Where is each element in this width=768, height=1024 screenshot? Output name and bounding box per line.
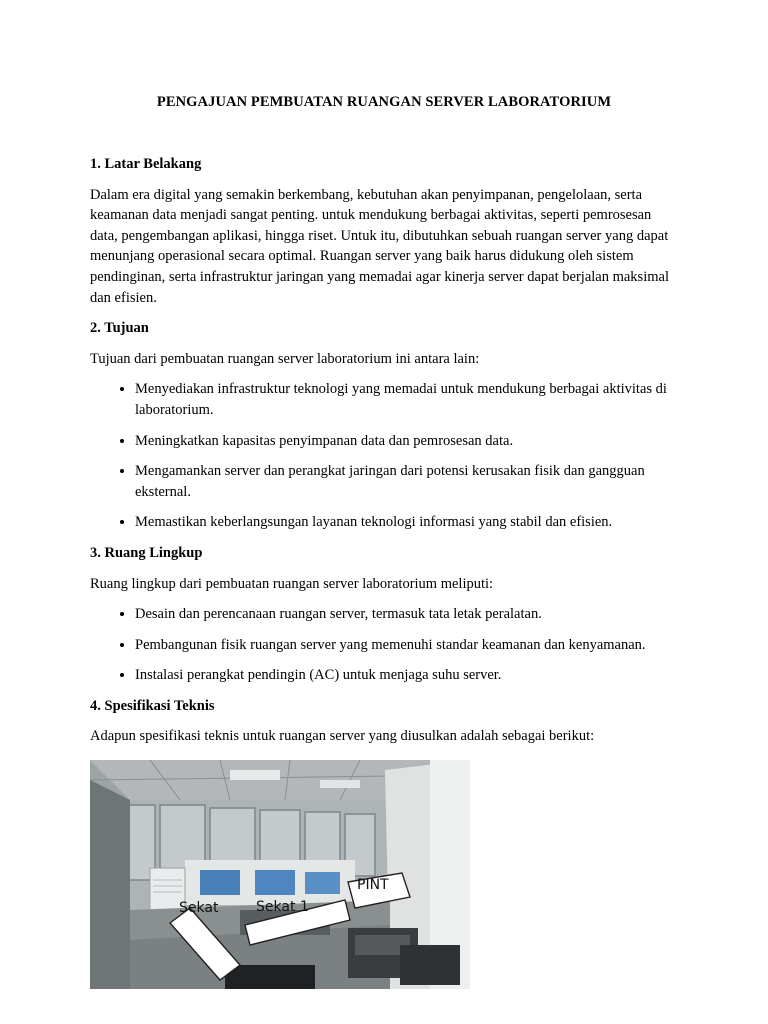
section-paragraph: Tujuan dari pembuatan ruangan server laboratorium ini antara lain: xyxy=(90,350,480,367)
document-title: PENGAJUAN PEMBUATAN RUANGAN SERVER LABORATORIUM xyxy=(156,94,612,110)
server-room-illustration xyxy=(90,760,470,989)
section-heading: 3. Ruang Lingkup xyxy=(90,544,203,561)
list-item: • Instalasi perangkat pendingin (AC) untuk menjaga suhu server. xyxy=(135,665,680,686)
photo-label-pint: PINT xyxy=(357,877,389,893)
list-item: • Pembangunan fisik ruangan server yang memenuhi standar keamanan dan kenyamanan. xyxy=(135,635,680,656)
section-spesifikasi-teknis xyxy=(90,696,680,747)
photo-label-sekat: Sekat xyxy=(179,900,219,916)
section-heading: 4. Spesifikasi Teknis xyxy=(90,697,215,714)
section-latar-belakang xyxy=(90,154,680,308)
section-paragraph: Ruang lingkup dari pembuatan ruangan server laboratorium meliputi: xyxy=(90,575,494,592)
section-paragraph: Adapun spesifikasi teknis untuk ruangan server yang diusulkan adalah sebagai berikut: xyxy=(90,728,595,745)
list-item: • Menyediakan infrastruktur teknologi yang memadai untuk mendukung berbagai aktivitas di laboratorium. xyxy=(135,379,680,420)
section-heading: 1. Latar Belakang xyxy=(90,156,202,172)
list-item: • Memastikan keberlangsungan layanan teknologi informasi yang stabil dan efisien. xyxy=(135,512,680,533)
section-tujuan xyxy=(90,318,680,533)
list-item: • Meningkatkan kapasitas penyimpanan data dan pemrosesan data. xyxy=(135,431,680,452)
bullet-list xyxy=(90,604,680,686)
bullet-list xyxy=(90,379,680,533)
list-item: • Desain dan perencanaan ruangan server, termasuk tata letak peralatan. xyxy=(135,604,680,625)
section-paragraph: Dalam era digital yang semakin berkembang, kebutuhan akan penyimpanan, pengelolaan, serta keamanan data menjadi sangat penting. untuk mendukung berbagai aktivitas, seperti pemrosesan data, pengembangan aplikasi, hingga riset. Untuk itu, dibutuhkan sebuah ruangan server yang dapat menunjang operasional secara optimal. Ruangan server yang baik harus didukung oleh sistem pendinginan, serta infrastruktur jaringan yang memadai agar kinerja server dapat berjalan maksimal dan efisien. xyxy=(90,186,669,306)
section-heading: 2. Tujuan xyxy=(90,320,149,337)
server-room-photo xyxy=(90,760,470,989)
list-item: • Mengamankan server dan perangkat jaringan dari potensi kerusakan fisik dan gangguan eksternal. xyxy=(135,461,680,502)
photo-label-sekat-1: Sekat 1 xyxy=(256,899,309,915)
document-body xyxy=(90,154,680,757)
section-ruang-lingkup xyxy=(90,543,680,686)
